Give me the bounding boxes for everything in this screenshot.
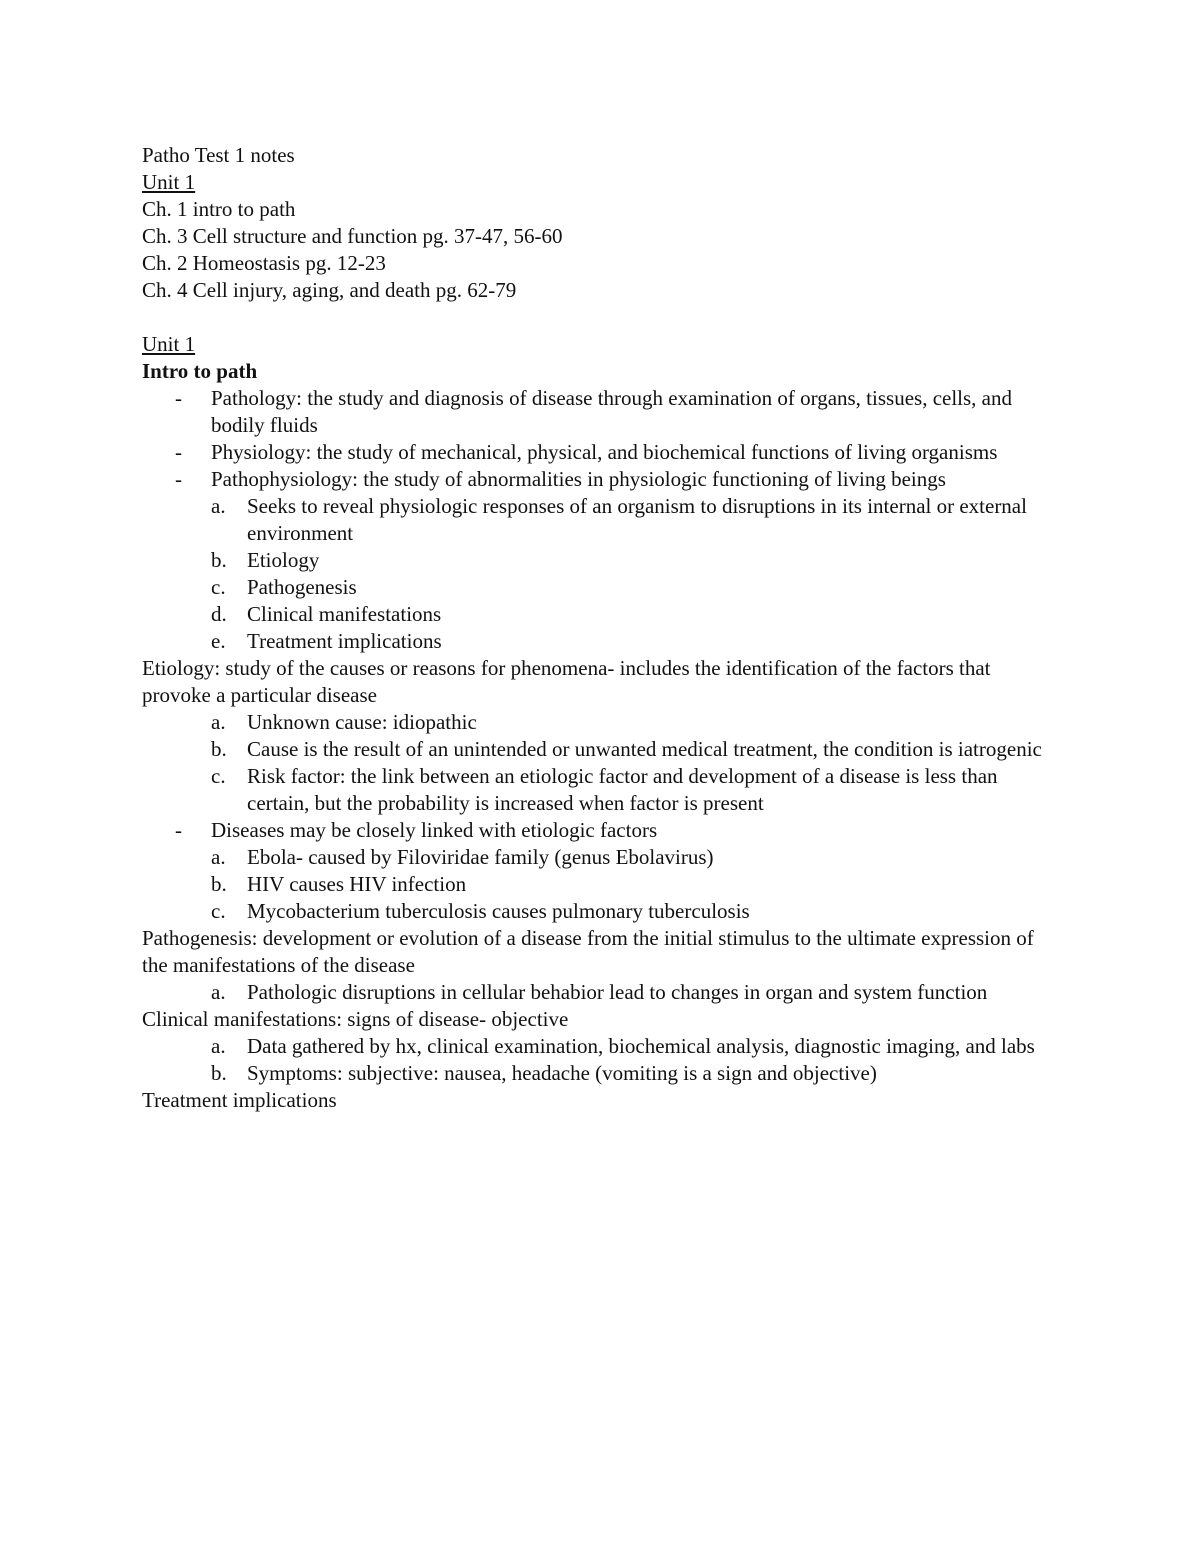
chapter-line: Ch. 1 intro to path [142, 197, 296, 221]
alpha-list-item [142, 1033, 1062, 1060]
blank-line [142, 304, 1062, 331]
alpha-marker: a. [211, 980, 226, 1004]
list-item-text: Cause is the result of an unintended or unwanted medical treatment, the condition is iatrogenic [247, 737, 1042, 761]
definition-text: Pathology: the study and diagnosis of disease through examination of organs, tissues, cells, and bodily fluids [211, 386, 1012, 437]
list-item-text: Symptoms: subjective: nausea, headache (vomiting is a sign and objective) [247, 1061, 877, 1085]
alpha-list-item [142, 979, 1062, 1006]
alpha-marker: c. [211, 575, 226, 599]
alpha-list-item [142, 871, 1062, 898]
list-item-text: Seeks to reveal physiologic responses of an organism to disruptions in its internal or external environment [247, 494, 1027, 545]
alpha-marker: a. [211, 494, 226, 518]
unit-heading: Unit 1 [142, 332, 196, 356]
alpha-list-item [142, 736, 1062, 763]
alpha-marker: b. [211, 548, 227, 572]
chapter-line: Ch. 2 Homeostasis pg. 12-23 [142, 251, 386, 275]
list-item-text: Pathogenesis [247, 575, 357, 599]
alpha-list-item [142, 763, 1062, 817]
dash-marker: - [175, 440, 182, 464]
alpha-marker: a. [211, 710, 226, 734]
clinical-paragraph: Clinical manifestations: signs of disease- objective [142, 1007, 569, 1031]
dash-marker: - [175, 386, 182, 410]
alpha-list-item [142, 1060, 1062, 1087]
treatment-paragraph: Treatment implications [142, 1088, 337, 1112]
alpha-list-item [142, 547, 1062, 574]
list-item-text: Treatment implications [247, 629, 442, 653]
dash-list-item [142, 466, 1062, 493]
alpha-list-item [142, 898, 1062, 925]
list-item-text: Ebola- caused by Filoviridae family (genus Ebolavirus) [247, 845, 714, 869]
pathogenesis-paragraph: Pathogenesis: development or evolution of a disease from the initial stimulus to the ultimate expression of the manifestations of the disease [142, 926, 1034, 977]
dash-list-item [142, 385, 1062, 439]
alpha-list-item [142, 844, 1062, 871]
dash-marker: - [175, 818, 182, 842]
document-title: Patho Test 1 notes [142, 143, 295, 167]
alpha-marker: a. [211, 1034, 226, 1058]
list-item-text: Data gathered by hx, clinical examination, biochemical analysis, diagnostic imaging, and labs [247, 1034, 1035, 1058]
alpha-marker: c. [211, 764, 226, 788]
alpha-marker: d. [211, 602, 227, 626]
section-title: Intro to path [142, 359, 258, 383]
alpha-list-item [142, 601, 1062, 628]
alpha-marker: c. [211, 899, 226, 923]
list-item-text: Unknown cause: idiopathic [247, 710, 477, 734]
chapter-line: Ch. 3 Cell structure and function pg. 37-47, 56-60 [142, 224, 563, 248]
unit-heading: Unit 1 [142, 170, 196, 194]
alpha-list-item [142, 574, 1062, 601]
dash-marker: - [175, 467, 182, 491]
etiology-paragraph: Etiology: study of the causes or reasons for phenomena- includes the identification of the factors that provoke a particular disease [142, 656, 991, 707]
definition-text: Pathophysiology: the study of abnormalities in physiologic functioning of living beings [211, 467, 946, 491]
alpha-marker: b. [211, 872, 227, 896]
list-item-text: Risk factor: the link between an etiologic factor and development of a disease is less than certain, but the probability is increased when factor is present [247, 764, 998, 815]
list-item-text: Clinical manifestations [247, 602, 442, 626]
chapter-line: Ch. 4 Cell injury, aging, and death pg. 62-79 [142, 278, 517, 302]
dash-list-item [142, 817, 1062, 844]
alpha-list-item [142, 709, 1062, 736]
document-body [142, 142, 1062, 1114]
list-item-text: HIV causes HIV infection [247, 872, 467, 896]
list-item-text: Pathologic disruptions in cellular behabior lead to changes in organ and system function [247, 980, 988, 1004]
alpha-marker: a. [211, 845, 226, 869]
alpha-list-item [142, 493, 1062, 547]
list-item-text: Etiology [247, 548, 320, 572]
alpha-marker: b. [211, 1061, 227, 1085]
alpha-marker: e. [211, 629, 226, 653]
list-item-text: Mycobacterium tuberculosis causes pulmonary tuberculosis [247, 899, 750, 923]
dash-list-item [142, 439, 1062, 466]
list-item-text: Diseases may be closely linked with etiologic factors [211, 818, 658, 842]
definition-text: Physiology: the study of mechanical, physical, and biochemical functions of living organisms [211, 440, 998, 464]
alpha-list-item [142, 628, 1062, 655]
alpha-marker: b. [211, 737, 227, 761]
